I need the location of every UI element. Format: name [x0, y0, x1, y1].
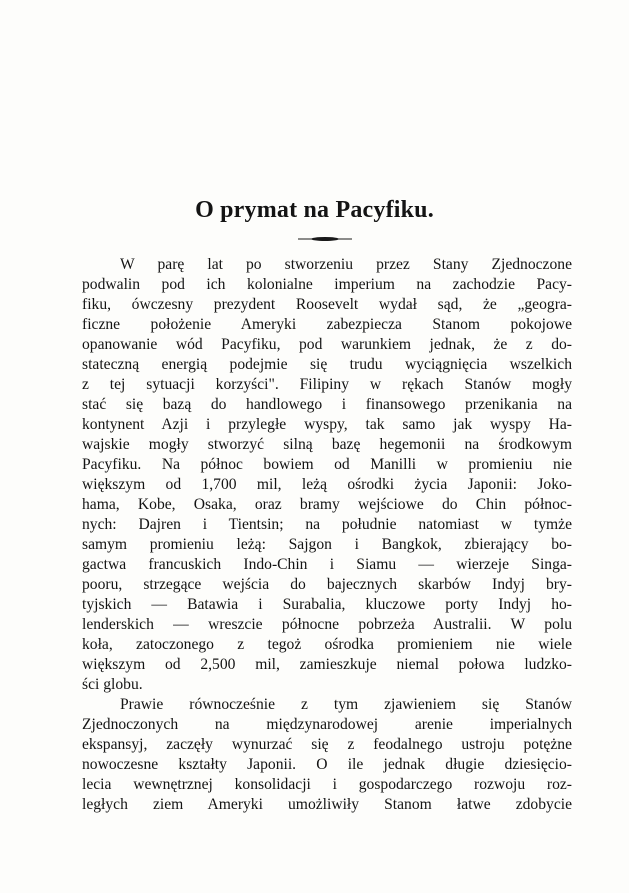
title-divider-ornament	[298, 236, 352, 242]
text-line: kontynent Azji i przyległe wyspy, tak samo jak wyspy Ha-	[82, 416, 572, 433]
text-line: nowoczesne kształty Japonii. O ile jednak długie dziesięcio-	[82, 756, 572, 773]
text-line: Pacyfiku. Na północ bowiem od Manilli w promieniu nie	[82, 456, 572, 473]
text-line: podwalin pod ich kolonialne imperium na zachodzie Pacy-	[82, 276, 572, 293]
text-line: stać się bazą do handlowego i finansowego przenikania na	[82, 396, 572, 413]
text-line: ści globu.	[82, 676, 143, 693]
text-line: większym od 1,700 mil, leżą ośrodki życia Japonii: Joko-	[82, 476, 572, 493]
body-text	[82, 255, 572, 815]
text-line: większym od 2,500 mil, zamieszkuje niemal połowa ludzko-	[82, 656, 572, 673]
text-line: lenderskich — wreszcie północne pobrzeża Australii. W polu	[82, 616, 572, 633]
text-line: opanowanie wód Pacyfiku, pod warunkiem jednak, że z do-	[82, 336, 572, 353]
text-line: ekspansyj, zaczęły wynurzać się z feodalnego ustroju potężne	[82, 736, 572, 753]
text-line: samym promieniu leżą: Sajgon i Bangkok, zbierający bo-	[82, 536, 572, 553]
text-line: stateczną energią podejmie się trudu wyciągnięcia wszelkich	[82, 356, 572, 373]
chapter-title: O prymat na Pacyfiku.	[195, 197, 434, 223]
text-line: Prawie równocześnie z tym zjawieniem się Stanów	[120, 696, 572, 713]
text-line: Zjednoczonych na międzynarodowej arenie imperialnych	[82, 716, 572, 733]
text-line: tyjskich — Batawia i Surabalia, kluczowe porty Indyj ho-	[82, 596, 572, 613]
text-line: ległych ziem Ameryki umożliwiły Stanom łatwe zdobycie	[82, 796, 572, 813]
text-line: z tej sytuacji korzyści". Filipiny w rękach Stanów mogły	[82, 376, 572, 393]
text-line: ficzne położenie Ameryki zabezpiecza Stanom pokojowe	[82, 316, 572, 333]
text-line: fiku, ówczesny prezydent Roosevelt wydał sąd, że „geogra-	[82, 296, 572, 313]
text-line: W parę lat po stworzeniu przez Stany Zjednoczone	[120, 256, 572, 273]
text-line: hama, Kobe, Osaka, oraz bramy wejściowe do Chin północ-	[82, 496, 572, 513]
text-line: pooru, strzegące wejścia do bajecznych skarbów Indyj bry-	[82, 576, 572, 593]
text-line: wajskie mogły stworzyć silną bazę hegemonii na środkowym	[82, 436, 572, 453]
text-line: nych: Dajren i Tientsin; na południe natomiast w tymże	[82, 516, 572, 533]
text-line: gactwa francuskich Indo-Chin i Siamu — wierzeje Singa-	[82, 556, 572, 573]
text-line: lecia wewnętrznej konsolidacji i gospodarczego rozwoju roz-	[82, 776, 572, 793]
text-line: koła, zatoczonego z tegoż ośrodka promieniem nie wiele	[82, 636, 572, 653]
